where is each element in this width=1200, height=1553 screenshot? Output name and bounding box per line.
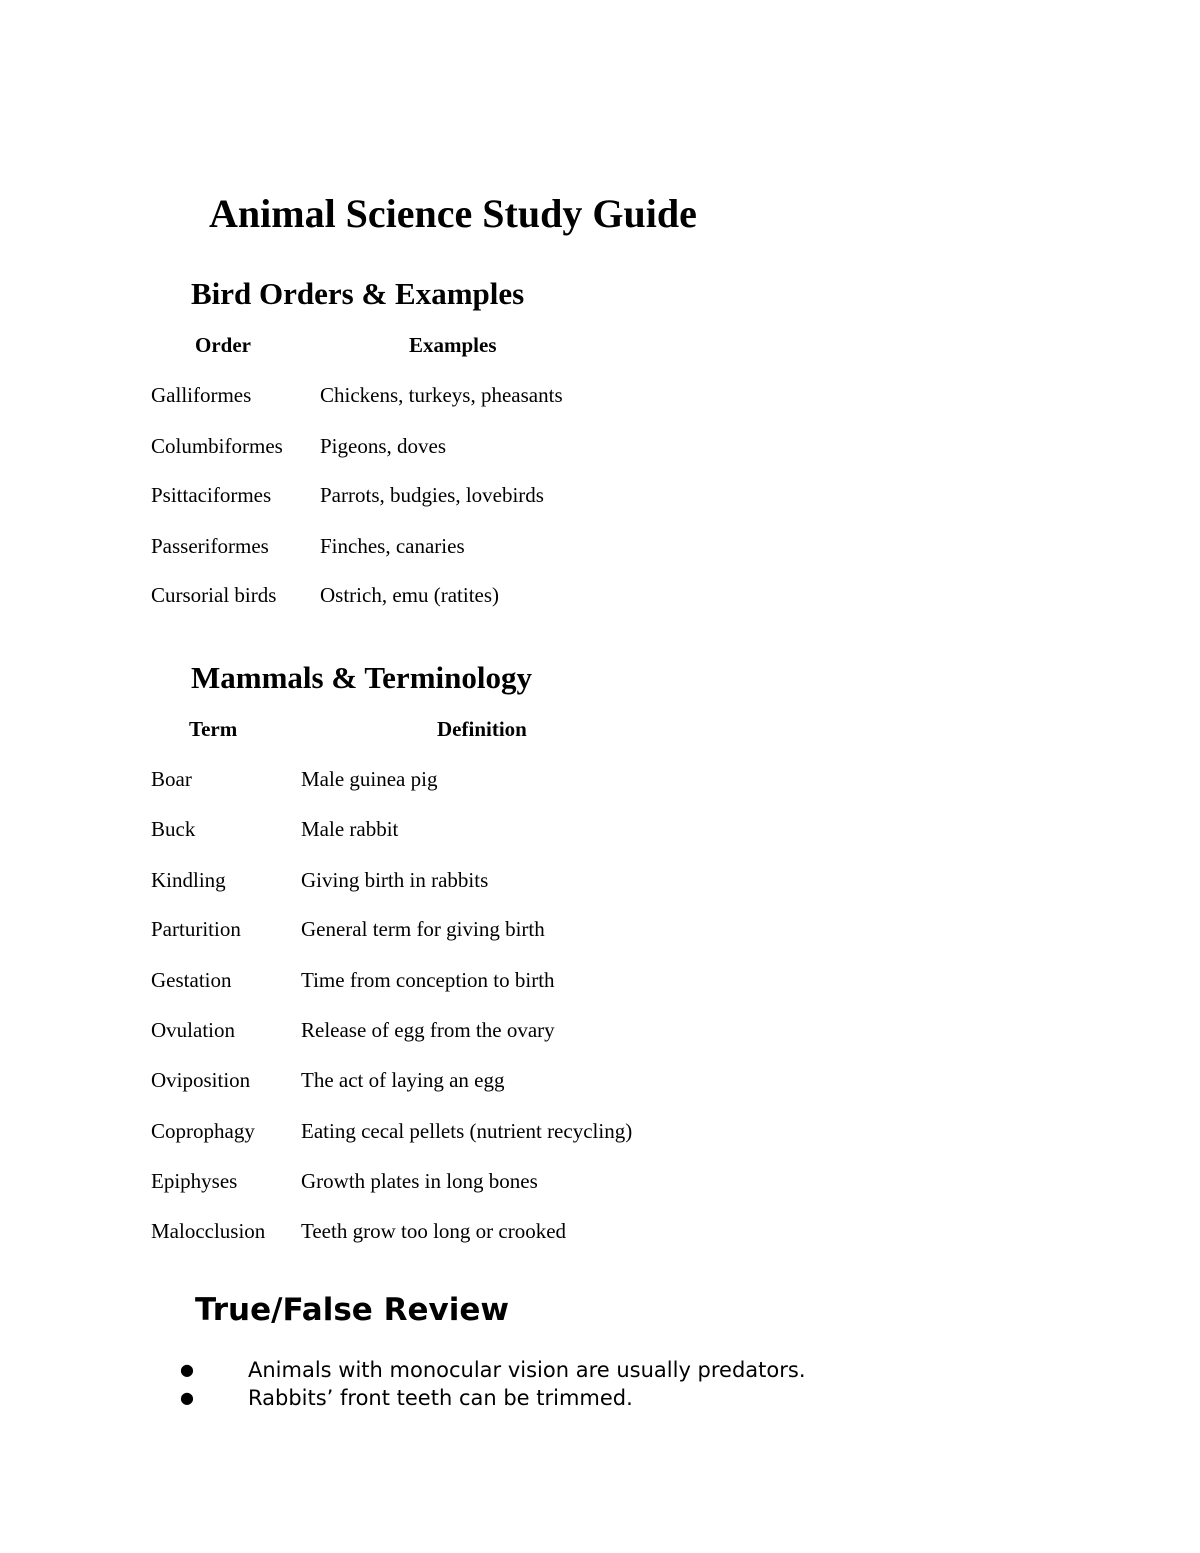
bird-table-header-examples: Examples [409,333,497,357]
mammal-section-heading: Mammals & Terminology [191,660,532,695]
mammal-term-cell: Buck [151,817,196,841]
bullet-icon: ● [180,1360,194,1379]
mammal-term-cell: Gestation [151,968,232,992]
bird-order-cell: Passeriformes [151,534,269,558]
bird-order-cell: Cursorial birds [151,583,277,607]
mammal-definition-cell: The act of laying an egg [301,1068,505,1092]
bird-examples-cell: Pigeons, doves [320,434,446,458]
mammal-definition-cell: Teeth grow too long or crooked [301,1219,567,1243]
bird-order-cell: Columbiformes [151,434,283,458]
mammal-term-cell: Coprophagy [151,1119,255,1143]
mammal-definition-cell: Release of egg from the ovary [301,1018,555,1042]
bird-order-cell: Psittaciformes [151,483,272,507]
mammal-term-cell: Kindling [151,868,226,892]
mammal-definition-cell: Growth plates in long bones [301,1169,538,1193]
true-false-statement: Rabbits’ front teeth can be trimmed. [248,1386,633,1410]
mammal-definition-cell: Eating cecal pellets (nutrient recycling) [301,1119,633,1143]
bird-section-heading: Bird Orders & Examples [191,276,525,311]
page-title: Animal Science Study Guide [209,191,697,236]
mammal-definition-cell: General term for giving birth [301,917,545,941]
mammal-definition-cell: Time from conception to birth [301,968,555,992]
mammal-table-header-term: Term [189,717,238,741]
mammal-definition-cell: Male guinea pig [301,767,438,791]
mammal-definition-cell: Male rabbit [301,817,399,841]
mammal-table-header-definition: Definition [437,717,527,741]
bird-examples-cell: Finches, canaries [320,534,465,558]
mammal-term-cell: Epiphyses [151,1169,238,1193]
bird-examples-cell: Ostrich, emu (ratites) [320,583,500,607]
bird-order-cell: Galliformes [151,383,252,407]
true-false-statement: Animals with monocular vision are usually predators. [248,1358,806,1382]
bird-examples-cell: Parrots, budgies, lovebirds [320,483,544,507]
bullet-icon: ● [180,1388,194,1407]
bird-examples-cell: Chickens, turkeys, pheasants [320,383,563,407]
mammal-definition-cell: Giving birth in rabbits [301,868,489,892]
mammal-term-cell: Ovulation [151,1018,235,1042]
mammal-term-cell: Oviposition [151,1068,251,1092]
bird-table-header-order: Order [195,333,251,357]
mammal-term-cell: Malocclusion [151,1219,266,1243]
true-false-heading: True/False Review [195,1292,510,1328]
mammal-term-cell: Parturition [151,917,241,941]
mammal-term-cell: Boar [151,767,192,791]
